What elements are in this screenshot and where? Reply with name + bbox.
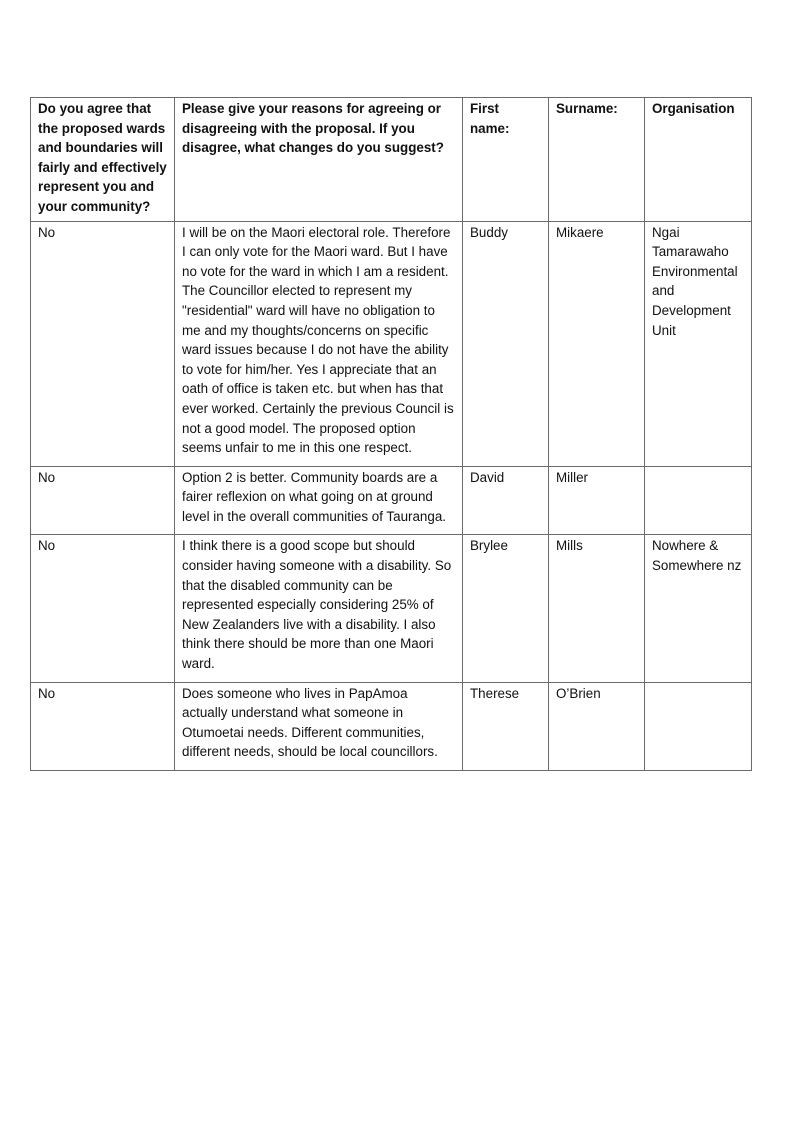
- cell-reasons: Option 2 is better. Community boards are a fairer reflexion on what going on at ground level in the overall communities of Tauranga.: [175, 466, 463, 535]
- header-organisation: Organisation: [645, 98, 752, 222]
- cell-organisation: [645, 682, 752, 770]
- cell-agree: No: [31, 221, 175, 466]
- header-agree: Do you agree that the proposed wards and boundaries will fairly and effectively represent you and your community?: [31, 98, 175, 222]
- table-row: [31, 221, 752, 466]
- cell-first-name: David: [463, 466, 549, 535]
- cell-agree: No: [31, 682, 175, 770]
- cell-surname: O’Brien: [549, 682, 645, 770]
- cell-agree: No: [31, 535, 175, 682]
- cell-agree: No: [31, 466, 175, 535]
- cell-first-name: Buddy: [463, 221, 549, 466]
- header-reasons: Please give your reasons for agreeing or disagreeing with the proposal. If you disagree, what changes do you suggest?: [175, 98, 463, 222]
- cell-reasons: I think there is a good scope but should consider having someone with a disability. So that the disabled community can be represented especially considering 25% of New Zealanders live with a disability. I also think there should be more than one Maori ward.: [175, 535, 463, 682]
- cell-organisation: Nowhere & Somewhere nz: [645, 535, 752, 682]
- cell-reasons: I will be on the Maori electoral role. Therefore I can only vote for the Maori ward. But I have no vote for the ward in which I am a resident. The Councillor elected to represent my "residential" ward will have no obligation to me and my thoughts/concerns on specific ward issues because I do not have the ability to vote for him/her. Yes I appreciate that an oath of office is taken etc. but when has that ever worked. Certainly the previous Council is not a good model. The proposed option seems unfair to me in this one respect.: [175, 221, 463, 466]
- table-header-row: [31, 98, 752, 222]
- cell-surname: Mills: [549, 535, 645, 682]
- cell-surname: Mikaere: [549, 221, 645, 466]
- cell-first-name: Therese: [463, 682, 549, 770]
- cell-first-name: Brylee: [463, 535, 549, 682]
- submissions-table: [30, 97, 752, 771]
- cell-reasons: Does someone who lives in PapAmoa actually understand what someone in Otumoetai needs. Different communities, different needs, should be local councillors.: [175, 682, 463, 770]
- header-first-name: First name:: [463, 98, 549, 222]
- header-surname: Surname:: [549, 98, 645, 222]
- cell-surname: Miller: [549, 466, 645, 535]
- cell-organisation: [645, 466, 752, 535]
- table-row: [31, 682, 752, 770]
- table-row: [31, 466, 752, 535]
- table-row: [31, 535, 752, 682]
- cell-organisation: Ngai Tamarawaho Environmental and Development Unit: [645, 221, 752, 466]
